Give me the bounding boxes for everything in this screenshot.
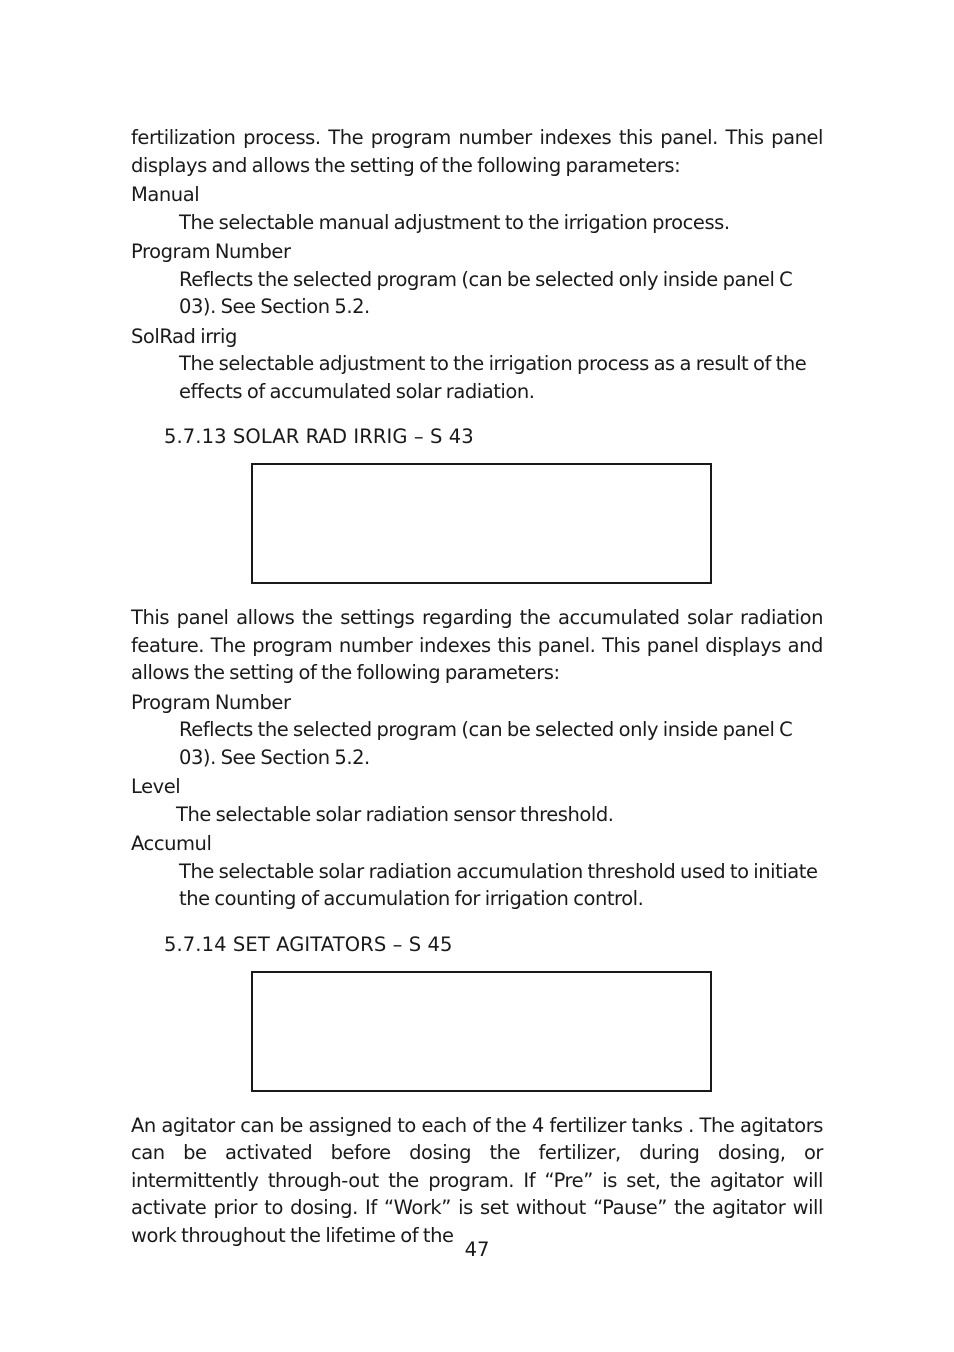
param-desc-accumul: The selectable solar radiation accumulation threshold used to initiate the counting of accumulation for irrigation control. (179, 859, 818, 910)
param-desc-solrad-irrig: The selectable adjustment to the irrigation process as a result of the effects of accumulated solar radiation. (179, 352, 807, 403)
page-content (131, 124, 823, 1249)
param-desc-level: The selectable solar radiation sensor threshold. (176, 802, 614, 826)
panel-display-box-s43 (251, 463, 712, 584)
param-desc-manual: The selectable manual adjustment to the irrigation process. (179, 210, 730, 234)
section-body-solar-rad-irrig: This panel allows the settings regarding the accumulated solar radiation feature. The program number indexes this panel. This panel displays and allows the setting of the following parameters: (131, 606, 823, 684)
param-term-manual: Manual (131, 183, 200, 206)
page-number: 47 (464, 1238, 490, 1261)
param-desc-program-number: Reflects the selected program (can be selected only inside panel C 03). See Section 5.2. (179, 267, 793, 318)
section-heading-set-agitators: 5.7.14 SET AGITATORS – S 45 (164, 932, 453, 956)
section-body-set-agitators: An agitator can be assigned to each of the 4 fertilizer tanks . The agitators can be activated before dosing the fertilizer, during dosing, or intermittently through-out the program. If “Pre” is set, the agitator will activate prior to dosing. If “Work” is set without “Pause” the agitator will work throughout the lifetime of the (131, 1113, 823, 1247)
intro-paragraph: fertilization process. The program number indexes this panel. This panel displays and allows the setting of the following parameters: (131, 126, 823, 177)
param-desc-program-number-2: Reflects the selected program (can be selected only inside panel C 03). See Section 5.2. (179, 718, 793, 769)
panel-display-box-s45 (251, 971, 712, 1092)
param-term-accumul: Accumul (131, 832, 212, 855)
param-term-level: Level (131, 775, 181, 798)
param-term-program-number: Program Number (131, 240, 291, 263)
param-term-program-number-2: Program Number (131, 690, 291, 714)
param-term-solrad-irrig: SolRad irrig (131, 324, 237, 348)
section-heading-solar-rad-irrig: 5.7.13 SOLAR RAD IRRIG – S 43 (164, 425, 474, 448)
